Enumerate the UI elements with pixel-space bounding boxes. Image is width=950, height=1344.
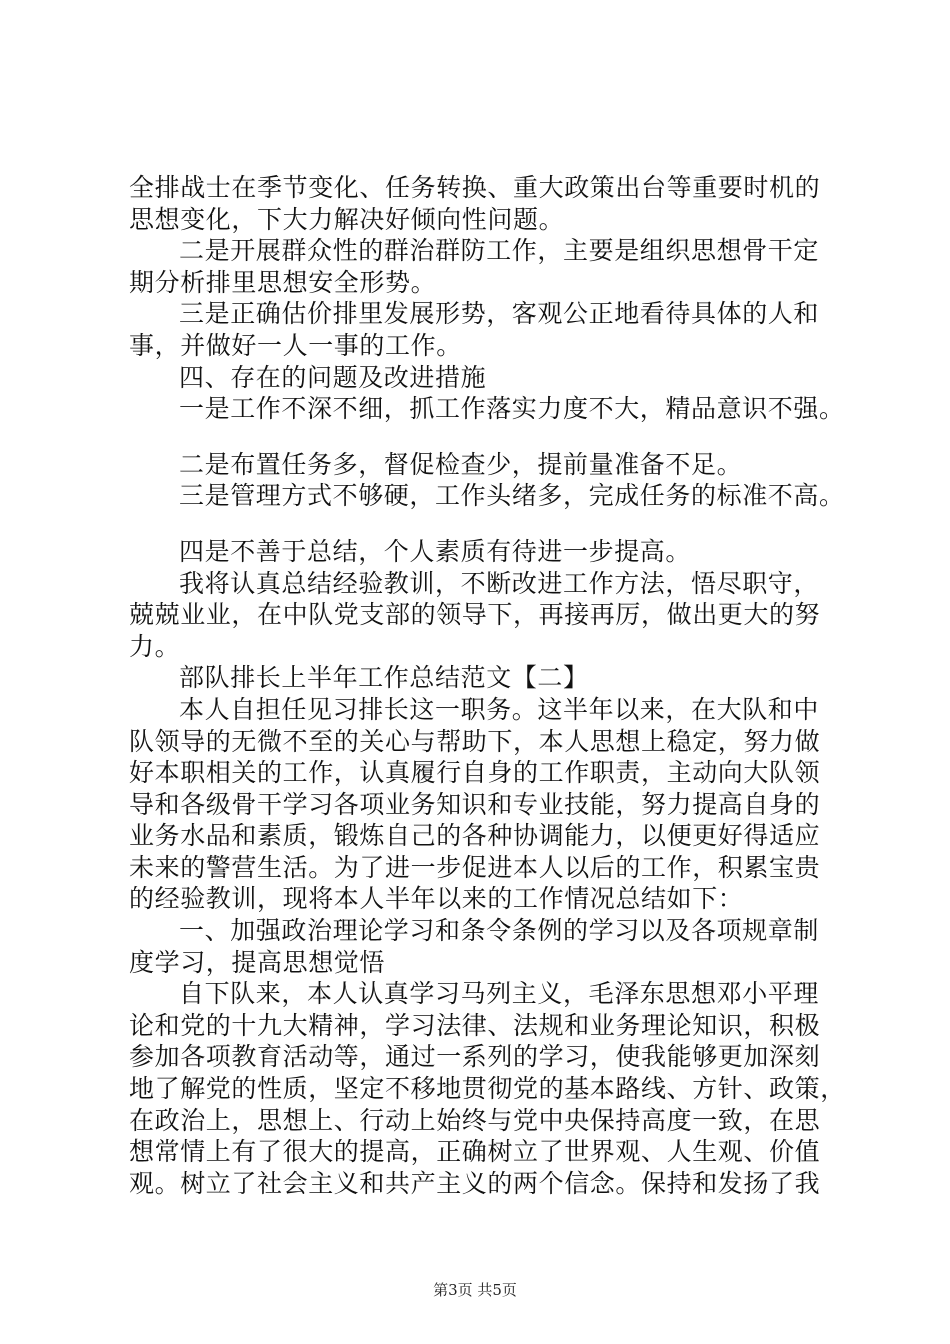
text-line: 期分析排里思想安全形势。 — [129, 267, 437, 297]
text-line: 论和党的十九大精神，学习法律、法规和业务理论知识，积极 — [129, 1010, 821, 1040]
paragraph-gap — [129, 425, 841, 449]
text-line: 在政治上，思想上、行动上始终与党中央保持高度一致，在思 — [129, 1105, 821, 1135]
text-line: 业务水品和素质，锻炼自己的各种协调能力，以便更好得适应 — [129, 821, 821, 851]
section-heading: 一、加强政治理论学习和条令条例的学习以及各项规章制 — [179, 916, 820, 946]
text-line: 地了解党的性质，坚定不移地贯彻党的基本路线、方针、政策， — [129, 1074, 846, 1104]
text-line: 全排战士在季节变化、任务转换、重大政策出台等重要时机的 — [129, 173, 821, 202]
text-line: 二是开展群众性的群治群防工作，主要是组织思想骨干定 — [179, 236, 820, 266]
text-line: 导和各级骨干学习各项业务知识和专业技能，努力提高自身的 — [129, 789, 821, 819]
text-line: 想常情上有了很大的提高，正确树立了世界观、人生观、价值 — [129, 1137, 821, 1167]
text-line: 我将认真总结经验教训，不断改进工作方法，悟尽职守， — [179, 568, 820, 598]
text-line: 队领导的无微不至的关心与帮助下，本人思想上稳定，努力做 — [129, 726, 821, 756]
text-line: 自下队来，本人认真学习马列主义，毛泽东思想邓小平理 — [179, 979, 820, 1009]
text-line: 好本职相关的工作，认真履行自身的工作职责，主动向大队领 — [129, 758, 821, 788]
text-line: 三是正确估价排里发展形势，客观公正地看待具体的人和 — [179, 299, 820, 329]
text-line: 二是布置任务多，督促检查少，提前量准备不足。 — [179, 449, 743, 479]
text-line: 观。树立了社会主义和共产主义的两个信念。保持和发扬了我 — [129, 1168, 821, 1198]
section-heading: 度学习，提高思想觉悟 — [129, 947, 386, 977]
text-line: 本人自担任见习排长这一职务。这半年以来，在大队和中 — [179, 694, 820, 724]
text-line: 参加各项教育活动等，通过一系列的学习，使我能够更加深刻 — [129, 1042, 821, 1072]
paragraph-gap — [129, 512, 841, 536]
article-title: 部队排长上半年工作总结范文【二】 — [179, 663, 589, 693]
text-line: 三是管理方式不够硬，工作头绪多，完成任务的标准不高。 — [179, 481, 845, 511]
text-line: 一是工作不深不细，抓工作落实力度不大，精品意识不强。 — [179, 394, 845, 424]
section-heading: 四、存在的问题及改进措施 — [179, 362, 487, 392]
text-line: 思想变化，下大力解决好倾向性问题。 — [129, 204, 565, 234]
text-line: 的经验教训，现将本人半年以来的工作情况总结如下： — [129, 884, 744, 914]
text-line: 四是不善于总结，个人素质有待进一步提高。 — [179, 536, 692, 566]
text-line: 未来的警营生活。为了进一步促进本人以后的工作，积累宝贵 — [129, 852, 821, 882]
text-line: 兢兢业业，在中队党支部的领导下，再接再厉，做出更大的努 — [129, 600, 821, 630]
document-body — [129, 172, 846, 1199]
text-line: 力。 — [129, 631, 181, 661]
page-footer: 第3页 共5页 — [433, 1281, 517, 1299]
text-line: 事，并做好一人一事的工作。 — [129, 330, 462, 360]
